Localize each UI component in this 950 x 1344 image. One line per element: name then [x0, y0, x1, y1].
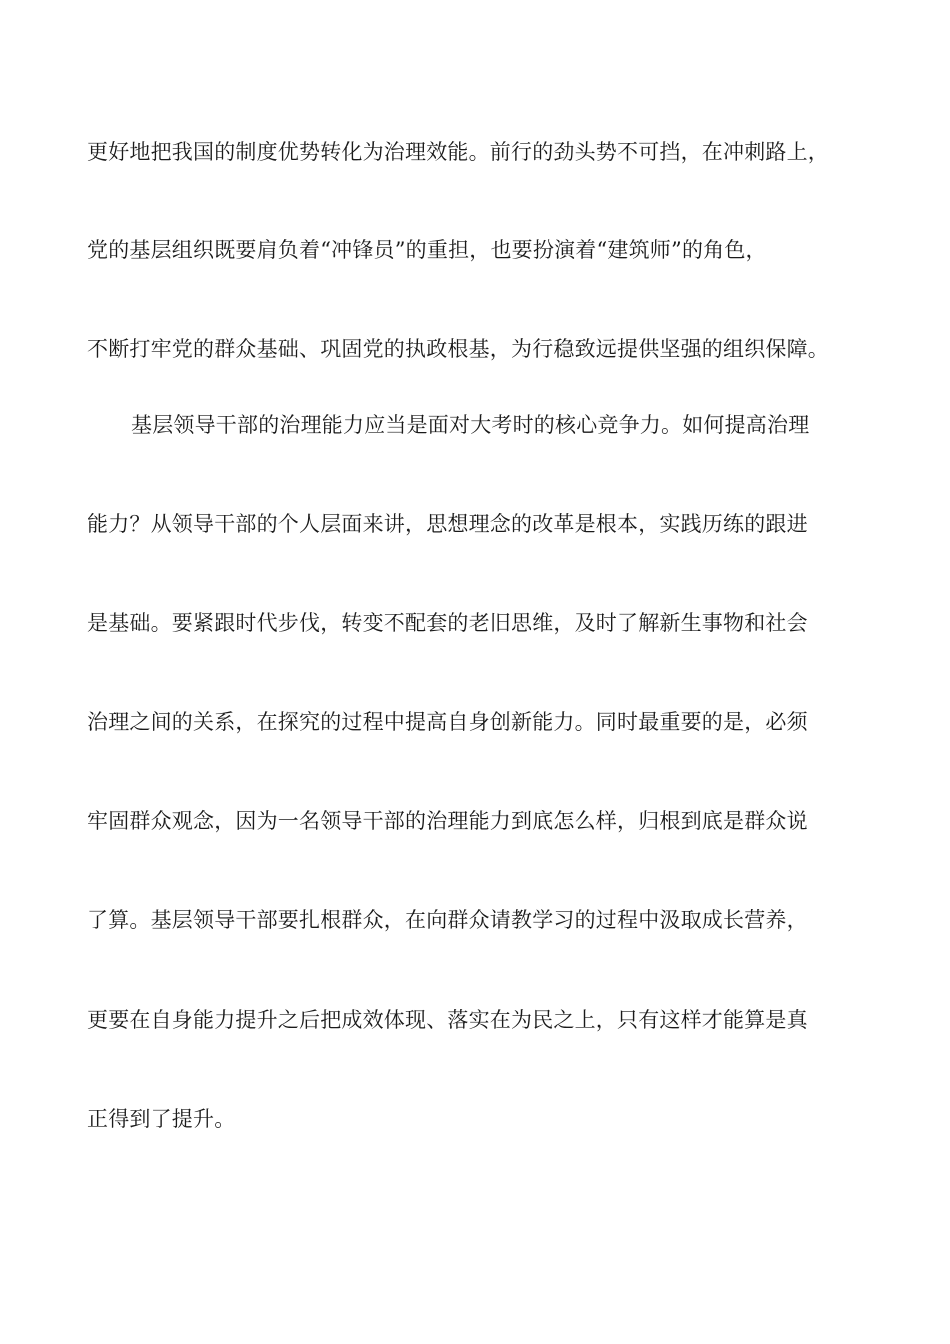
paragraph-2-line-4: 治理之间的关系，在探究的过程中提高自身创新能力。同时最重要的是，必须	[87, 710, 808, 734]
paragraph-2-line-6: 了算。基层领导干部要扎根群众，在向群众请教学习的过程中汲取成长营养，	[87, 908, 808, 932]
paragraph-2-line-8: 正得到了提升。	[87, 1107, 236, 1131]
paragraph-1-line-3: 不断打牢党的群众基础、巩固党的执政根基，为行稳致远提供坚强的组织保障。	[87, 337, 829, 361]
paragraph-2-line-7: 更要在自身能力提升之后把成效体现、落实在为民之上，只有这样才能算是真	[87, 1008, 808, 1032]
paragraph-1-line-1: 更好地把我国的制度优势转化为治理效能。前行的劲头势不可挡，在冲刺路上，	[87, 140, 829, 164]
paragraph-1-line-2: 党的基层组织既要肩负着“冲锋员”的重担，也要扮演着“建筑师”的角色，	[87, 238, 767, 262]
paragraph-2-line-1: 基层领导干部的治理能力应当是面对大考时的核心竞争力。如何提高治理	[131, 413, 810, 437]
paragraph-2-line-5: 牢固群众观念，因为一名领导干部的治理能力到底怎么样，归根到底是群众说	[87, 809, 808, 833]
paragraph-2-line-2: 能力？从领导干部的个人层面来讲，思想理念的改革是根本，实践历练的跟进	[87, 512, 808, 536]
paragraph-2-line-3: 是基础。要紧跟时代步伐，转变不配套的老旧思维，及时了解新生事物和社会	[87, 611, 808, 635]
